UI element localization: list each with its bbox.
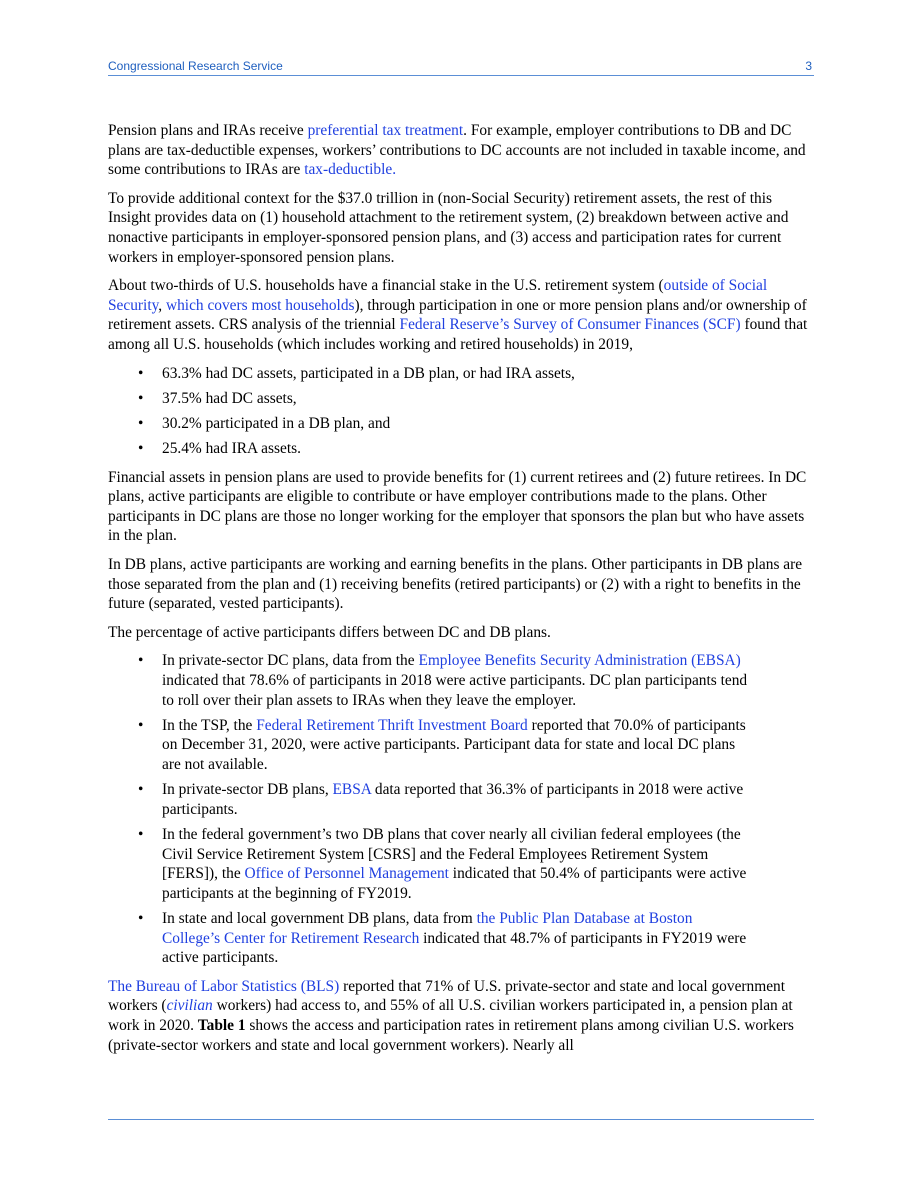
paragraph-tax-treatment: Pension plans and IRAs receive preferential tax treatment. For example, employer contributions to DB and DC plans are tax-deductible expenses, workers’ contributions to DC accounts are not included in taxable income, and some contributions to IRAs are tax-deductible. xyxy=(108,122,806,179)
paragraph-households: About two-thirds of U.S. households have a financial stake in the U.S. retirement system (outside of Social Security, which covers most households), through participation in one or more pension plans and/or ownership of retirement assets. CRS analysis of the triennial Federal Reserve’s Survey of Consumer Finances (SCF) found that among all U.S. households (which includes working and retired households) in 2019, xyxy=(108,277,808,353)
paragraph-context: To provide additional context for the $37.0 trillion in (non-Social Security) retirement assets, the rest of this Insight provides data on (1) household attachment to the retirement system, (2) breakdown between active and nonactive participants in employer-sponsored pension plans, and (3) access and participation rates for current workers in employer-sponsored pension plans. xyxy=(108,189,789,266)
bullet-icon: • xyxy=(138,825,144,843)
paragraph-active-participants: The percentage of active participants differs between DC and DB plans. xyxy=(108,623,551,641)
active-participants-list xyxy=(108,651,814,967)
list-item: • 37.5% had DC assets, xyxy=(138,389,297,407)
list-item: • In the TSP, the Federal Retirement Thrift Investment Board reported that 70.0% of participants on December 31, 2020, were active participants. Participant data for state and local DC plans are not available. xyxy=(138,716,746,773)
bullet-icon: • xyxy=(138,414,144,432)
table-reference: Table 1 xyxy=(197,1016,246,1034)
list-item: • 25.4% had IRA assets. xyxy=(138,440,301,458)
bullet-icon: • xyxy=(138,716,144,734)
link-preferential-tax-treatment[interactable]: preferential tax treatment xyxy=(307,122,464,139)
page-header xyxy=(108,57,814,76)
bullet-icon: • xyxy=(138,440,144,458)
link-outside-of-social-security[interactable]: outside of Social Security xyxy=(108,277,768,314)
bullet-icon: • xyxy=(138,909,144,927)
link-public-plan-database[interactable]: the Public Plan Database at Boston College’s Center for Retirement Research xyxy=(162,909,693,947)
header-page-number: 3 xyxy=(805,59,812,73)
link-ebsa[interactable]: Employee Benefits Security Administration (EBSA) xyxy=(418,652,741,670)
link-frtib[interactable]: Federal Retirement Thrift Investment Board xyxy=(256,716,528,734)
link-tax-deductible[interactable]: tax-deductible. xyxy=(304,161,397,179)
paragraph-financial-assets: Financial assets in pension plans are used to provide benefits for (1) current retirees and (2) future retirees. In DC plans, active participants are eligible to contribute or have employer contributions made to the plans. Other participants in DC plans are those no longer working for the employer that sponsors the plan but who have assets in the plan. xyxy=(108,468,807,545)
link-bls[interactable]: The Bureau of Labor Statistics (BLS) xyxy=(108,977,340,995)
page-footer-rule xyxy=(108,1119,814,1120)
header-organization: Congressional Research Service xyxy=(108,59,283,73)
household-stats-list xyxy=(108,364,814,459)
link-civilian[interactable]: civilian xyxy=(166,997,213,1015)
link-which-covers-most-households[interactable]: which covers most households xyxy=(166,296,355,314)
list-item: • In private-sector DC plans, data from the Employee Benefits Security Administration (EBSA) indicated that 78.6% of participants in 2018 were active participants. DC plan participants tend to roll over their plan assets to IRAs when they leave the employer. xyxy=(138,652,748,709)
bullet-icon: • xyxy=(138,652,144,670)
list-item: • In the federal government’s two DB plans that cover nearly all civilian federal employees (the Civil Service Retirement System [CSRS] and the Federal Employees Retirement System [FERS]), the Office of Personnel Management indicated that 50.4% of participants were active participants at the beginning of FY2019. xyxy=(138,825,747,902)
link-ebsa-db[interactable]: EBSA xyxy=(332,781,372,799)
list-item: • In private-sector DB plans, EBSA data reported that 36.3% of participants in 2018 were active participants. xyxy=(138,781,744,818)
list-item: • In state and local government DB plans, data from the Public Plan Database at Boston College’s Center for Retirement Research indicated that 48.7% of participants in FY2019 were active participants. xyxy=(138,909,747,967)
paragraph-db-plans: In DB plans, active participants are working and earning benefits in the plans. Other participants in DB plans are those separated from the plan and (1) receiving benefits (retired participants) or (2) with a right to benefits in the future (separated, vested participants). xyxy=(108,556,803,613)
list-item: • 30.2% participated in a DB plan, and xyxy=(138,414,391,432)
paragraph-bls: The Bureau of Labor Statistics (BLS) reported that 71% of U.S. private-sector and state and local government workers (civilian workers) had access to, and 55% of all U.S. civilian workers participated in, a pension plan at work in 2020. Table 1 shows the access and participation rates in retirement plans among civilian U.S. workers (private-sector workers and state and local government workers). Nearly all xyxy=(108,977,794,1054)
bullet-icon: • xyxy=(138,389,144,407)
bullet-icon: • xyxy=(138,781,144,799)
link-opm[interactable]: Office of Personnel Management xyxy=(244,865,449,883)
list-item: • 63.3% had DC assets, participated in a DB plan, or had IRA assets, xyxy=(138,364,575,382)
bullet-icon: • xyxy=(138,364,144,382)
document-body xyxy=(108,121,814,1064)
link-survey-of-consumer-finances[interactable]: Federal Reserve’s Survey of Consumer Finances (SCF) xyxy=(399,316,741,334)
